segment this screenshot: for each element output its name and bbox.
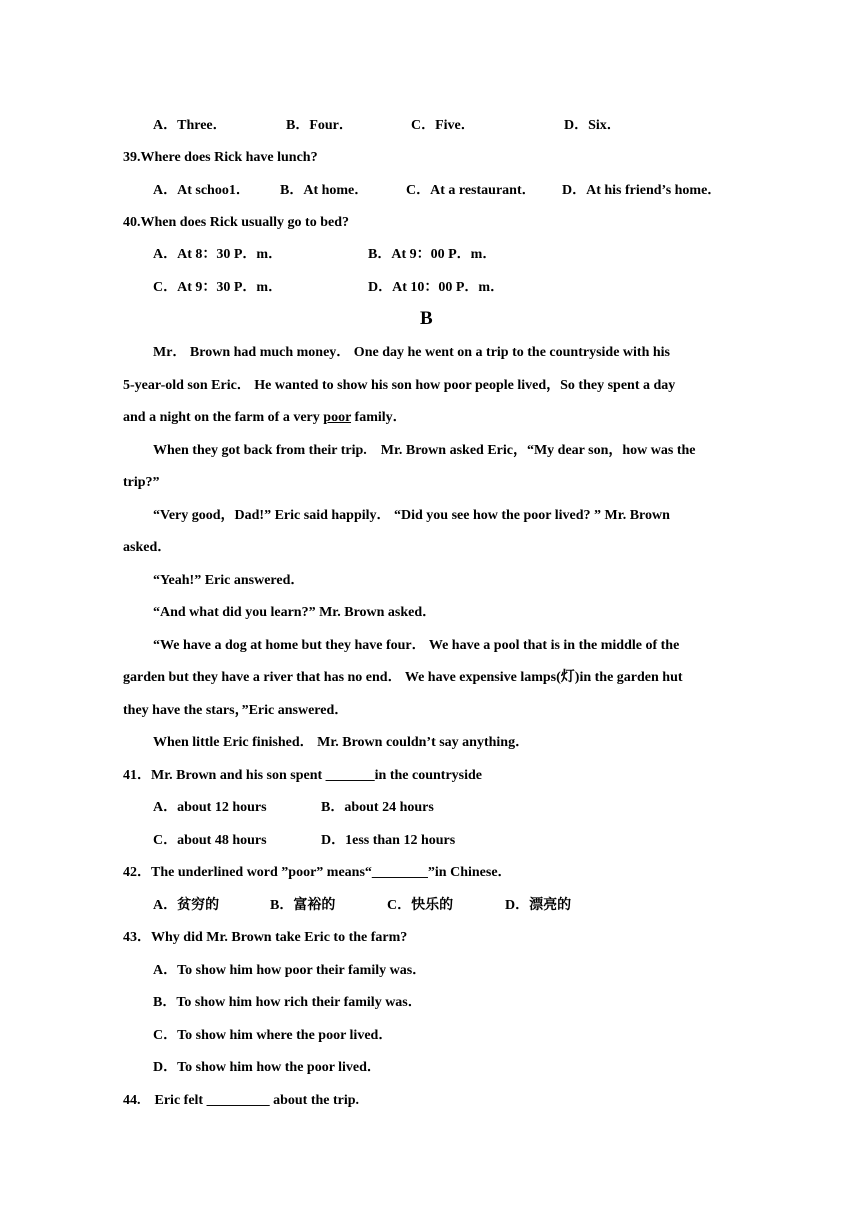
q40-option-c: C．At 9：30 P．m． — [153, 280, 283, 295]
section-b-heading: B — [420, 308, 433, 329]
q41-option-a: A．about 12 hours — [153, 800, 267, 815]
q39-option-a: A．At schoo1． — [153, 183, 250, 198]
passage-line: they have the stars，”Eric answered． — [123, 703, 349, 718]
q41-question: 41．Mr. Brown and his son spent _______in the countryside — [123, 768, 483, 783]
q38-option-c: C．Five． — [411, 118, 475, 133]
passage-line: When they got back from their trip. Mr. Brown asked Eric，“My dear son，how was the — [153, 443, 696, 458]
q39-option-c: C．At a restaurant． — [406, 183, 536, 198]
passage-line — [123, 409, 407, 427]
q39-option-d: D．At his friend’s home． — [562, 183, 722, 198]
passage-line: asked． — [123, 540, 172, 555]
passage-text: family． — [351, 410, 407, 425]
q40-option-b: B．At 9：00 P．m． — [368, 247, 497, 262]
q38-option-a: A．Three． — [153, 118, 227, 133]
q42-question: 42．The underlined word ”poor” means“________”in Chinese． — [123, 865, 512, 880]
q40-option-a: A．At 8：30 P．m． — [153, 247, 283, 262]
passage-line: trip?” — [123, 475, 160, 490]
passage-line: 5-year-old son Eric． He wanted to show his son how poor people lived，So they spent a day — [123, 378, 676, 393]
q43-option-d: D．To show him how the poor lived． — [153, 1060, 381, 1075]
q41-option-b: B．about 24 hours — [321, 800, 434, 815]
q40-option-d: D．At 10：00 P．m． — [368, 280, 505, 295]
underlined-word-poor: poor — [323, 410, 352, 425]
q43-option-b: B．To show him how rich their family was． — [153, 995, 422, 1010]
q40-question: 40.When does Rick usually go to bed? — [123, 215, 349, 230]
q41-option-d: D．1ess than 12 hours — [321, 833, 456, 848]
q43-question: 43．Why did Mr. Brown take Eric to the farm? — [123, 930, 408, 945]
passage-line: Mr． Brown had much money． One day he went on a trip to the countryside with his — [153, 345, 670, 360]
q39-option-b: B．At home． — [280, 183, 369, 198]
q42-option-a: A．贫穷的 — [153, 898, 220, 913]
passage-text: and a night on the farm of a very — [123, 410, 324, 425]
passage-line: “Very good，Dad!” Eric said happily． “Did you see how the poor lived? ” Mr. Brown — [153, 508, 670, 523]
passage-line: “And what did you learn?” Mr. Brown asked． — [153, 605, 437, 620]
passage-line: “Yeah!” Eric answered． — [153, 573, 305, 588]
q39-question: 39.Where does Rick have lunch? — [123, 150, 318, 165]
q38-option-d: D．Six． — [564, 118, 621, 133]
passage-line: garden but they have a river that has no end． We have expensive lamps(灯)in the garden hut — [123, 670, 683, 685]
q42-option-d: D．漂亮的 — [505, 898, 572, 913]
q41-option-c: C．about 48 hours — [153, 833, 267, 848]
q42-option-b: B．富裕的 — [270, 898, 336, 913]
q38-option-b: B．Four． — [286, 118, 353, 133]
passage-line: When little Eric finished． Mr. Brown couldn’t say anything． — [153, 735, 530, 750]
q44-question: 44. Eric felt _________ about the trip. — [123, 1093, 360, 1108]
q43-option-c: C．To show him where the poor lived． — [153, 1028, 393, 1043]
q42-option-c: C．快乐的 — [387, 898, 454, 913]
q43-option-a: A．To show him how poor their family was． — [153, 963, 427, 978]
passage-line: “We have a dog at home but they have four． We have a pool that is in the middle of the — [153, 638, 680, 653]
